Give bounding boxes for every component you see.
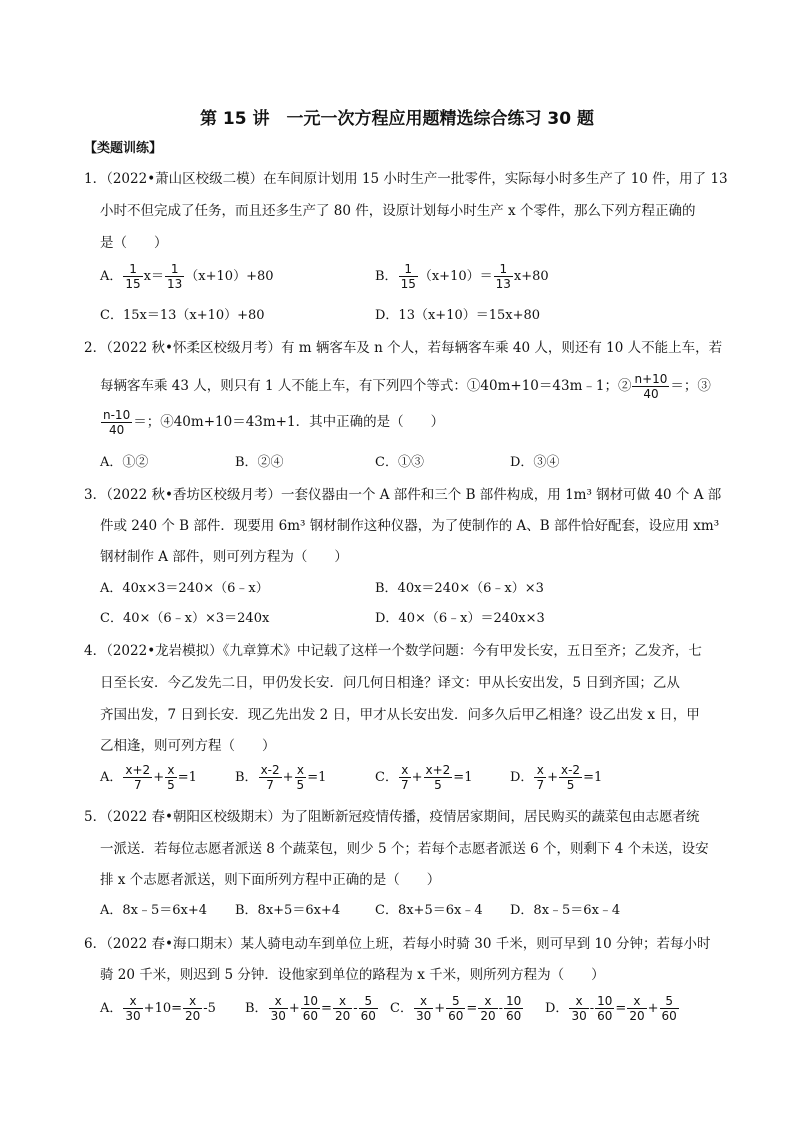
q3-option-b[interactable]: B．40x＝240×（6﹣x）×3 <box>375 581 544 596</box>
q4-line-4: 乙相逢，则可列方程（ ） <box>100 738 276 754</box>
fraction: $\frac{x}{20}$ <box>629 994 645 1023</box>
q3-line-1: 3．（2022 秋•香坊区校级月考）一套仪器由一个 A 部件和三个 B 部件构成，用 1m³ 钢材可做 40 个 A 部 <box>84 487 722 503</box>
q2-option-c[interactable]: C．①③ <box>375 455 424 470</box>
q5-line-3: 排 x 个志愿者派送，则下面所列方程中正确的是（ ） <box>100 872 441 888</box>
fraction: $\frac{x}{20}$ <box>334 994 351 1023</box>
fraction: $\frac{5}{60}$ <box>448 994 464 1023</box>
q2-option-a[interactable]: A．①② <box>100 455 149 470</box>
q4-option-a[interactable]: A． $\frac{x+2}{7}$ + $\frac{x}{5}$ =1 <box>100 763 197 792</box>
q3-option-a[interactable]: A．40x×3＝240×（6﹣x） <box>100 581 269 596</box>
q3-option-c[interactable]: C．40×（6﹣x）×3＝240x <box>100 611 270 626</box>
fraction: $\frac{x+2}{7}$ <box>125 763 151 792</box>
q6-option-d[interactable]: D． $\frac{x}{30}$ - $\frac{10}{60}$ = $\frac{x}{20}$ + $\frac{5}{60}$ <box>545 994 677 1023</box>
fraction: $\frac{10}{60}$ <box>506 994 522 1023</box>
fraction: $\frac{x-2}{7}$ <box>260 763 280 792</box>
fraction: $\frac{x}{30}$ <box>270 994 286 1023</box>
q1-line-3: 是（ ） <box>100 235 168 251</box>
fraction: $\frac{1}{13}$ <box>495 262 511 291</box>
q6-option-c[interactable]: C． $\frac{x}{30}$ + $\frac{5}{60}$ = $\frac{x}{20}$ - $\frac{10}{60}$ <box>390 994 522 1023</box>
q5-line-1: 5．（2022 春•朝阳区校级期末）为了阻断新冠疫情传播，疫情居家期间，居民购买的蔬菜包由志愿者统 <box>84 809 700 825</box>
fraction: $\frac{5}{60}$ <box>360 994 376 1023</box>
q3-option-d[interactable]: D．40×（6﹣x）＝240x×3 <box>375 611 545 626</box>
q1-line-2: 小时不但完成了任务，而且还多生产了 80 件，设原计划每小时生产 x 个零件，那么下列方程正确的 <box>100 203 696 219</box>
fraction: $\frac{x}{30}$ <box>571 994 587 1023</box>
q5-option-c[interactable]: C．8x+5＝6x﹣4 <box>375 903 483 918</box>
q4-line-3: 齐国出发，7 日到长安．现乙先出发 2 日，甲才从长安出发．问多久后甲乙相逢？设乙出发 x 日，甲 <box>100 707 700 723</box>
q3-line-3: 钢材制作 A 部件，则可列方程为（ ） <box>100 549 348 565</box>
fraction: $\frac{10}{60}$ <box>302 994 319 1023</box>
q4-option-d[interactable]: D． $\frac{x}{7}$ + $\frac{x-2}{5}$ =1 <box>510 763 603 792</box>
fraction: $\frac{1}{13}$ <box>167 262 183 291</box>
fraction: $\frac{x}{20}$ <box>480 994 496 1023</box>
q1-option-a[interactable]: A． $\frac{1}{15}$ x＝ $\frac{1}{13}$ （x+10）+80 <box>100 262 274 291</box>
q2-option-b[interactable]: B．②④ <box>235 455 284 470</box>
fraction: $\frac{x}{5}$ <box>296 763 305 792</box>
fraction: $\frac{x}{5}$ <box>167 763 175 792</box>
q6-line-1: 6．（2022 春•海口期末）某人骑电动车到单位上班，若每小时骑 30 千米，则可早到 10 分钟；若每小时 <box>84 936 711 952</box>
q1-option-c[interactable]: C．15x＝13（x+10）+80 <box>100 308 265 323</box>
q5-option-b[interactable]: B．8x+5＝6x+4 <box>235 903 341 918</box>
fraction: $\frac{x}{7}$ <box>536 763 545 792</box>
q3-line-2: 件或 240 个 B 部件．现要用 6m³ 钢材制作这种仪器，为了使制作的 A、B 部件恰好配套，设应用 xm³ <box>100 518 720 534</box>
q2-option-d[interactable]: D．③④ <box>510 455 560 470</box>
fraction: $\frac{n-10}{40}$ <box>103 408 131 437</box>
q6-line-2: 骑 20 千米，则迟到 5 分钟．设他家到单位的路程为 x 千米，则所列方程为（ ） <box>100 967 605 983</box>
q6-option-a[interactable]: A． $\frac{x}{30}$ +10= $\frac{x}{20}$ -5 <box>100 994 216 1023</box>
q5-line-2: 一派送．若每位志愿者派送 8 个蔬菜包，则少 5 个；若每个志愿者派送 6 个，则剩下 4 个未送，设安 <box>100 841 709 857</box>
fraction: $\frac{x}{30}$ <box>415 994 432 1023</box>
q2-line-3: $\frac{n-10}{40}$ ＝；④40m+10＝43m+1．其中正确的是（ ） <box>103 408 445 437</box>
fraction: $\frac{x}{7}$ <box>400 763 409 792</box>
q1-option-b[interactable]: B． $\frac{1}{15}$ （x+10）＝ $\frac{1}{13}$ x+80 <box>375 262 549 291</box>
fraction: $\frac{x}{30}$ <box>125 994 141 1023</box>
fraction: $\frac{x+2}{5}$ <box>425 763 451 792</box>
fraction: $\frac{x-2}{5}$ <box>560 763 581 792</box>
fraction: $\frac{1}{15}$ <box>400 262 416 291</box>
fraction: $\frac{n+10}{40}$ <box>634 372 668 401</box>
q4-line-1: 4．（2022•龙岩模拟）《九章算术》中记载了这样一个数学问题：今有甲发长安，五日至齐；乙发齐，七 <box>84 643 702 659</box>
page-title: 第 15 讲 一元一次方程应用题精选综合练习 30 题 <box>200 109 594 129</box>
q1-line-1: 1．（2022•萧山区校级二模）在车间原计划用 15 小时生产一批零件，实际每小时多生产了 10 件，用了 13 <box>84 171 728 187</box>
q4-line-2: 日至长安．今乙发先二日，甲仍发长安．问几何日相逢？译文：甲从长安出发，5 日到齐国；乙从 <box>100 675 680 691</box>
fraction: $\frac{5}{60}$ <box>661 994 677 1023</box>
section-heading: 【类题训练】 <box>84 141 163 156</box>
q4-option-b[interactable]: B． $\frac{x-2}{7}$ + $\frac{x}{5}$ =1 <box>235 763 327 792</box>
q2-line-2: 每辆客车乘 43 人，则只有 1 人不能上车，有下列四个等式：①40m+10＝43m﹣1；② $\frac{n+10}{40}$ ＝；③ <box>100 372 711 401</box>
q2-line-1: 2．（2022 秋•怀柔区校级月考）有 m 辆客车及 n 个人，若每辆客车乘 40 人，则还有 10 人不能上车，若 <box>84 340 723 356</box>
fraction: $\frac{x}{20}$ <box>185 994 201 1023</box>
q6-option-b[interactable]: B． $\frac{x}{30}$ + $\frac{10}{60}$ = $\frac{x}{20}$ - $\frac{5}{60}$ <box>245 994 376 1023</box>
q5-option-d[interactable]: D．8x﹣5＝6x﹣4 <box>510 903 621 918</box>
fraction: $\frac{1}{15}$ <box>125 262 141 291</box>
q1-option-d[interactable]: D．13（x+10）＝15x+80 <box>375 308 541 323</box>
fraction: $\frac{10}{60}$ <box>597 994 613 1023</box>
q5-option-a[interactable]: A．8x﹣5＝6x+4 <box>100 903 208 918</box>
q4-option-c[interactable]: C． $\frac{x}{7}$ + $\frac{x+2}{5}$ =1 <box>375 763 473 792</box>
